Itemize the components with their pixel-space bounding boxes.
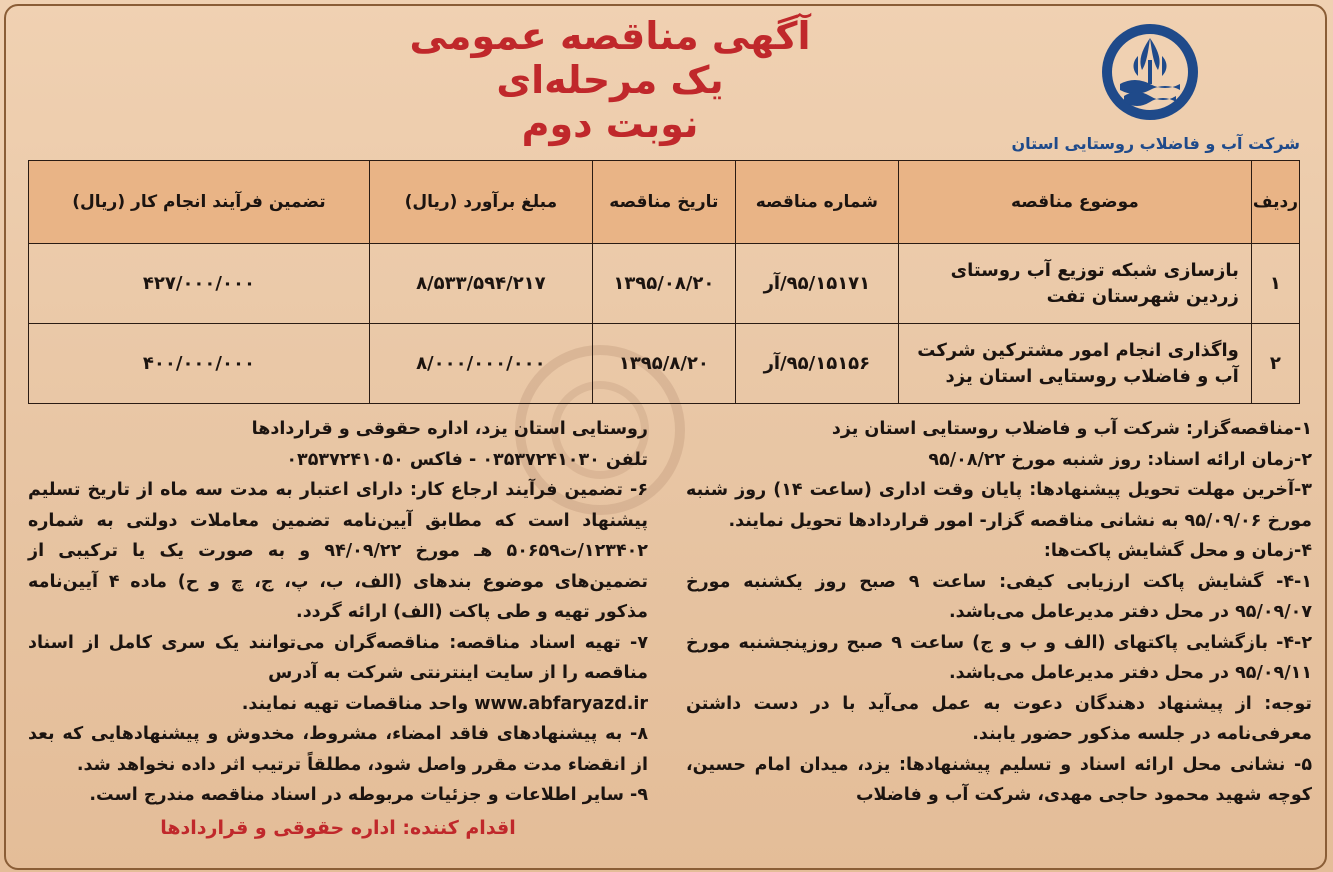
clause-9: ۹- سایر اطلاعات و جزئیات مربوطه در اسناد مناقصه مندرج است.	[89, 785, 648, 805]
cell-tender-number: ۹۵/۱۵۱۷۱/آر	[735, 244, 898, 324]
body-column-right	[686, 414, 1312, 811]
address-continued: روستایی استان یزد، اداره حقوقی و قراردادها	[251, 419, 648, 439]
cell-subject: واگذاری انجام امور مشترکین شرکت آب و فاضلاب روستایی استان یزد	[898, 324, 1251, 404]
cell-tender-number: ۹۵/۱۵۱۵۶/آر	[735, 324, 898, 404]
cell-guarantee: ۴۲۷/۰۰۰/۰۰۰	[29, 244, 370, 324]
tender-table	[28, 160, 1300, 404]
signer: اقدام کننده: اداره حقوقی و قراردادها	[160, 816, 516, 839]
body-column-left	[28, 414, 648, 843]
cell-tender-date: ۱۳۹۵/۸/۲۰	[592, 324, 735, 404]
title-line-2: یک مرحله‌ای	[496, 58, 724, 102]
clause-7: ۷- تهیه اسناد مناقصه: مناقصه‌گران می‌توانند یک سری کامل از اسناد مناقصه را از سایت اینترنتی شرکت به آدرس	[28, 632, 648, 683]
clause-3: ۳-آخرین مهلت تحویل پیشنهادها: پایان وقت اداری (ساعت ۱۴) روز شنبه مورخ ۹۵/۰۹/۰۶ به نشانی مناقصه گزار- امور قراردادها تحویل نمایند.	[686, 480, 1312, 531]
clause-6: ۶- تضمین فرآیند ارجاع کار: دارای اعتبار به مدت سه ماه از تاریخ تسلیم پیشنهاد است که مطابق آیین‌نامه تضمین معاملات دولتی به شماره ۱۲۳۴۰۲/ت۵۰۶۵۹ هـ مورخ ۹۴/۰۹/۲۲ و به صورت یک یا ترکیبی از تضمین‌های موضوع بندهای (الف، ب، پ، ج، چ و ح) ماده ۴ آیین‌نامه مذکور تهیه و طی پاکت (الف) ارائه گردد.	[28, 480, 648, 622]
clause-4-1: ۴-۱- گشایش پاکت ارزیابی کیفی: ساعت ۹ صبح روز یکشنبه مورخ ۹۵/۰۹/۰۷ در محل دفتر مدیرعامل می‌باشد.	[686, 571, 1312, 622]
clause-note: توجه: از پیشنهاد دهندگان دعوت به عمل می‌آید با در دست داشتن معرفی‌نامه در جلسه مذکور حضور یابند.	[686, 693, 1312, 744]
cell-row-number: ۲	[1251, 324, 1299, 404]
clause-7-url-line	[28, 689, 648, 720]
cell-estimate: ۸/۵۳۳/۵۹۴/۲۱۷	[369, 244, 592, 324]
clause-4: ۴-زمان و محل گشایش پاکت‌ها:	[1043, 541, 1312, 561]
table-row	[29, 244, 1300, 324]
clause-2: ۲-زمان ارائه اسناد: روز شنبه مورخ ۹۵/۰۸/۲۲	[928, 449, 1312, 470]
header-subject: موضوع مناقصه	[898, 161, 1251, 244]
cell-row-number: ۱	[1251, 244, 1299, 324]
company-logo	[1098, 20, 1202, 124]
header-guarantee: تضمین فرآیند انجام کار (ریال)	[29, 161, 370, 244]
cell-estimate: ۸/۰۰۰/۰۰۰/۰۰۰	[369, 324, 592, 404]
cell-subject: بازسازی شبکه توزیع آب روستای زردین شهرستان تفت	[898, 244, 1251, 324]
header-row-number: ردیف	[1251, 161, 1299, 244]
website-link[interactable]: www.abfaryazd.ir	[474, 693, 648, 714]
clause-8: ۸- به پیشنهادهای فاقد امضاء، مشروط، مخدوش و پیشنهادهایی که بعد از انقضاء مدت مقرر واصل شود، مطلقاً ترتیب اثر داده نخواهد شد.	[28, 724, 648, 775]
notice-title-block	[380, 14, 840, 146]
cell-guarantee: ۴۰۰/۰۰۰/۰۰۰	[29, 324, 370, 404]
title-line-3: نوبت دوم	[521, 102, 699, 146]
clause-1: ۱-مناقصه‌گزار: شرکت آب و فاضلاب روستایی استان یزد	[831, 419, 1312, 439]
clause-4-2: ۴-۲- بازگشایی پاکتهای (الف و ب و ج) ساعت ۹ صبح روزپنجشنبه مورخ ۹۵/۰۹/۱۱ در محل دفتر مدیرعامل می‌باشد.	[686, 632, 1313, 683]
table-row	[29, 324, 1300, 404]
header-tender-date: تاریخ مناقصه	[592, 161, 735, 244]
phone-fax: تلفن ۰۳۵۳۷۲۴۱۰۳۰ - فاکس ۰۳۵۳۷۲۴۱۰۵۰	[286, 449, 648, 470]
header-tender-number: شماره مناقصه	[735, 161, 898, 244]
cell-tender-date: ۱۳۹۵/۰۸/۲۰	[592, 244, 735, 324]
clause-7-end: واحد مناقصات تهیه نمایند.	[241, 693, 469, 714]
clause-5: ۵- نشانی محل ارائه اسناد و تسلیم پیشنهادها: یزد، میدان امام حسین، کوچه شهید محمود حاجی مهدی، شرکت آب و فاضلاب	[686, 754, 1312, 805]
company-name: شرکت آب و فاضلاب روستایی استان	[1011, 134, 1300, 153]
table-header-row	[29, 161, 1300, 244]
title-line-1: آگهی مناقصه عمومی	[409, 14, 811, 58]
header-estimate: مبلغ برآورد (ریال)	[369, 161, 592, 244]
